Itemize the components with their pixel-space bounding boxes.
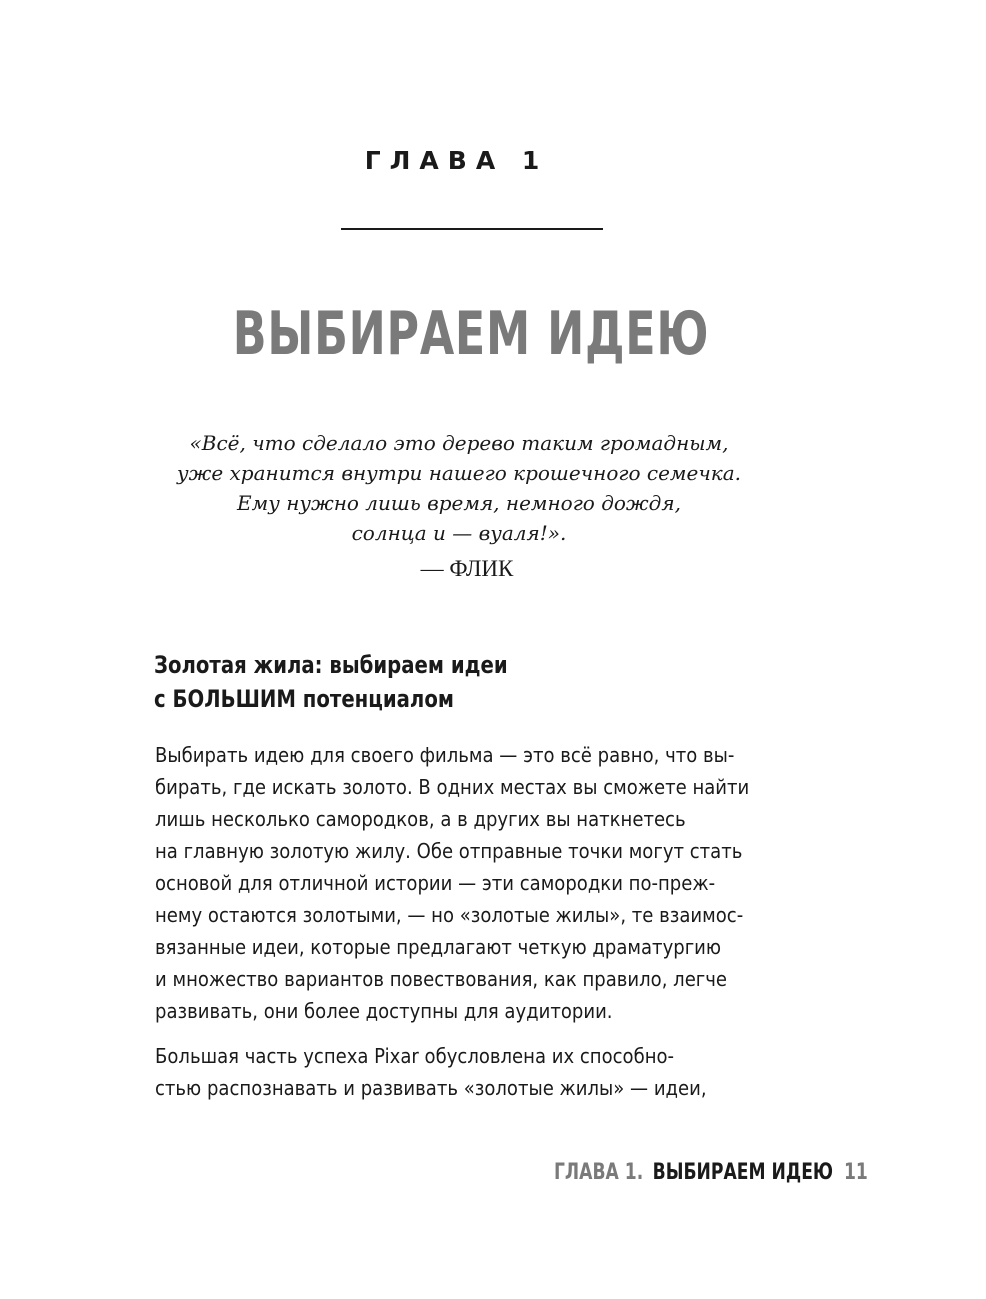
paragraph-line: и множество вариантов повествования, как правило, легче [155,967,728,991]
footer-chapter-label: ГЛАВА 1. [554,1160,644,1185]
epigraph-line: «Всё, что сделало это дерево таким громадным, [189,431,729,455]
paragraph-line: вязанные идеи, которые предлагают четкую драматургию [155,935,722,959]
chapter-title: ВЫБИРАЕМ ИДЕЮ [232,299,710,369]
paragraph-line: нему остаются золотыми, — но «золотые жилы», те взаимос- [155,903,744,927]
paragraph-line: основой для отличной истории — эти самородки по-преж- [155,871,716,895]
epigraph-line: уже хранится внутри нашего крошечного семечка. [176,461,741,485]
paragraph-2 [155,1040,806,1104]
epigraph-quote [0,428,918,548]
page-number: 11 [843,1160,868,1185]
epigraph-line: Ему нужно лишь время, немного дождя, [237,491,681,515]
paragraph-line: лишь несколько самородков, а в других вы наткнетесь [155,807,686,831]
epigraph-line: солнца и — вуаля!». [351,521,567,545]
section-heading [154,648,728,716]
section-heading-line: Золотая жила: выбираем идеи [154,651,508,679]
running-footer [554,1158,868,1188]
paragraph-line: на главную золотую жилу. Обе отправные точки могут стать [155,839,743,863]
paragraph-line: развивать, они более доступны для аудитории. [155,999,613,1023]
paragraph-1 [155,739,806,1027]
chapter-label: ГЛАВА 1 [364,146,549,175]
epigraph-author: — ФЛИК [420,556,514,581]
paragraph-line: Большая часть успеха Pixar обусловлена их способно- [155,1044,675,1068]
section-heading-line: с БОЛЬШИМ потенциалом [154,685,454,713]
paragraph-line: бирать, где искать золото. В одних местах вы сможете найти [155,775,750,799]
chapter-divider [341,228,603,230]
paragraph-line: Выбирать идею для своего фильма — это всё равно, что вы- [155,743,735,767]
paragraph-line: стью распознавать и развивать «золотые жилы» — идеи, [155,1076,707,1100]
footer-chapter-title: ВЫБИРАЕМ ИДЕЮ [652,1160,834,1185]
